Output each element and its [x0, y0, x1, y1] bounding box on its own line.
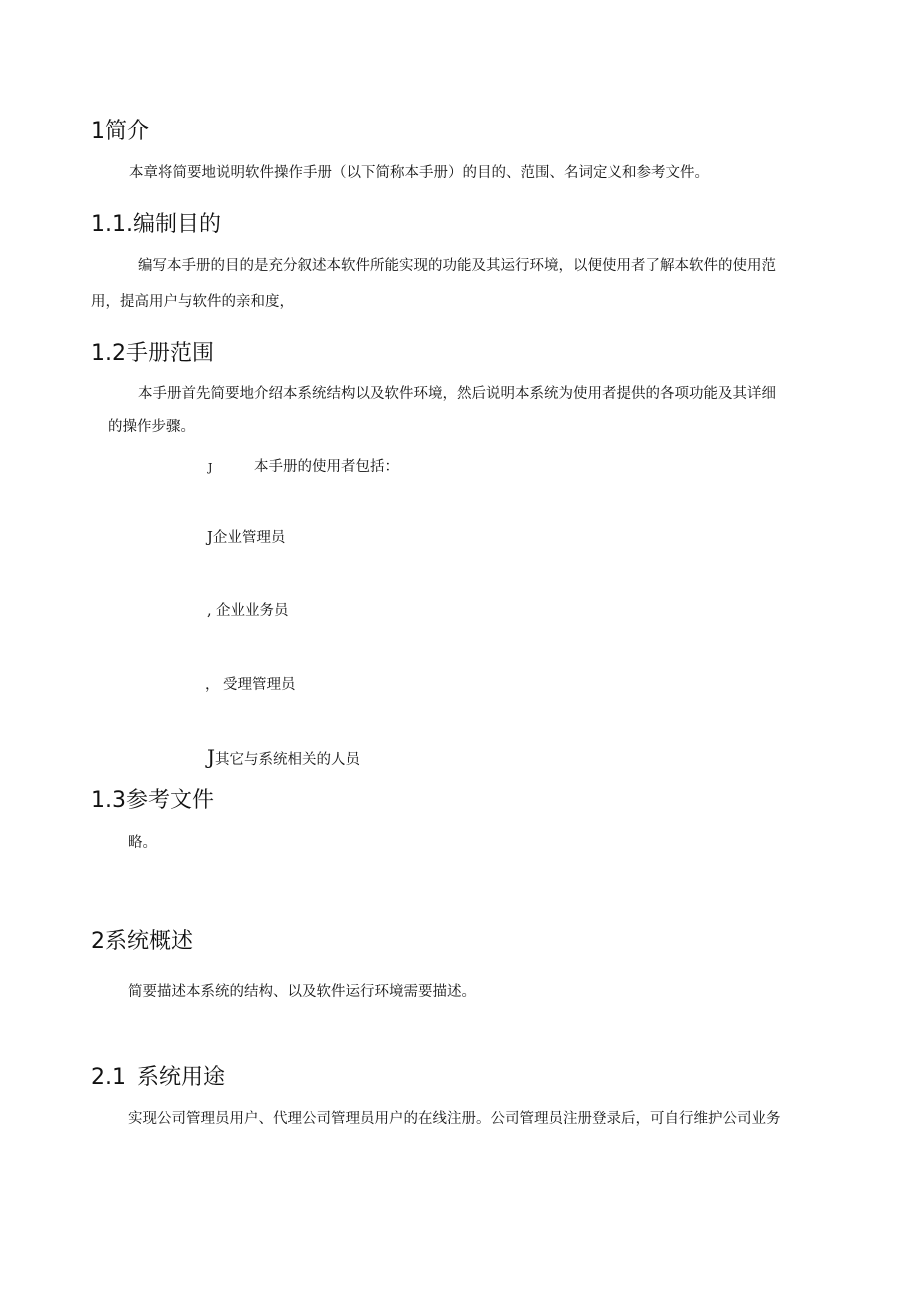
users-intro-item: [208, 457, 399, 478]
scope-paragraph-line2: 的操作步骤。: [108, 419, 195, 435]
heading-usage-number: 2.1: [91, 1065, 126, 1090]
user-list-item: [205, 675, 296, 695]
bullet-mark: ，: [205, 677, 220, 693]
purpose-paragraph-line2: 用，提高用户与软件的亲和度，: [91, 294, 294, 310]
overview-paragraph: 简要描述本系统的结构、以及软件运行环境需要描述。: [128, 984, 476, 1000]
heading-references: 1.3参考文件: [91, 788, 214, 813]
heading-usage: [91, 1064, 225, 1092]
heading-overview: 2系统概述: [91, 929, 193, 954]
user-role-text: 企业业务员: [216, 603, 289, 619]
users-intro-text: 本手册的使用者包括：: [254, 459, 399, 475]
references-paragraph: 略。: [128, 835, 157, 851]
user-list-item: [207, 601, 289, 621]
bullet-mark: ,: [207, 603, 212, 619]
usage-paragraph: 实现公司管理员用户、代理公司管理员用户的在线注册。公司管理员注册登录后，可自行维护公司业务: [128, 1111, 781, 1127]
heading-scope: 1.2手册范围: [91, 341, 214, 366]
heading-intro: 1简介: [91, 119, 149, 144]
user-role-text: 企业管理员: [212, 530, 286, 546]
bullet-mark: J: [207, 530, 213, 546]
purpose-paragraph-line1: 编写本手册的目的是充分叙述本软件所能实现的功能及其运行环境，以便使用者了解本软件的使用范: [138, 258, 776, 274]
intro-paragraph: 本章将简要地说明软件操作手册（以下简称本手册）的目的、范围、名词定义和参考文件。: [129, 165, 709, 181]
heading-purpose: 1.1.编制目的: [91, 212, 221, 237]
scope-paragraph-line1: 本手册首先简要地介绍本系统结构以及软件环境，然后说明本系统为使用者提供的各项功能及其详细: [138, 386, 776, 402]
user-role-text: 其它与系统相关的人员: [215, 752, 361, 768]
user-list-item: [207, 528, 285, 548]
bullet-mark: J: [207, 745, 216, 769]
heading-usage-title: 系统用途: [137, 1065, 226, 1090]
user-role-text: 受理管理员: [223, 677, 296, 693]
user-list-item: [207, 747, 360, 770]
bullet-mark: J: [208, 461, 213, 474]
